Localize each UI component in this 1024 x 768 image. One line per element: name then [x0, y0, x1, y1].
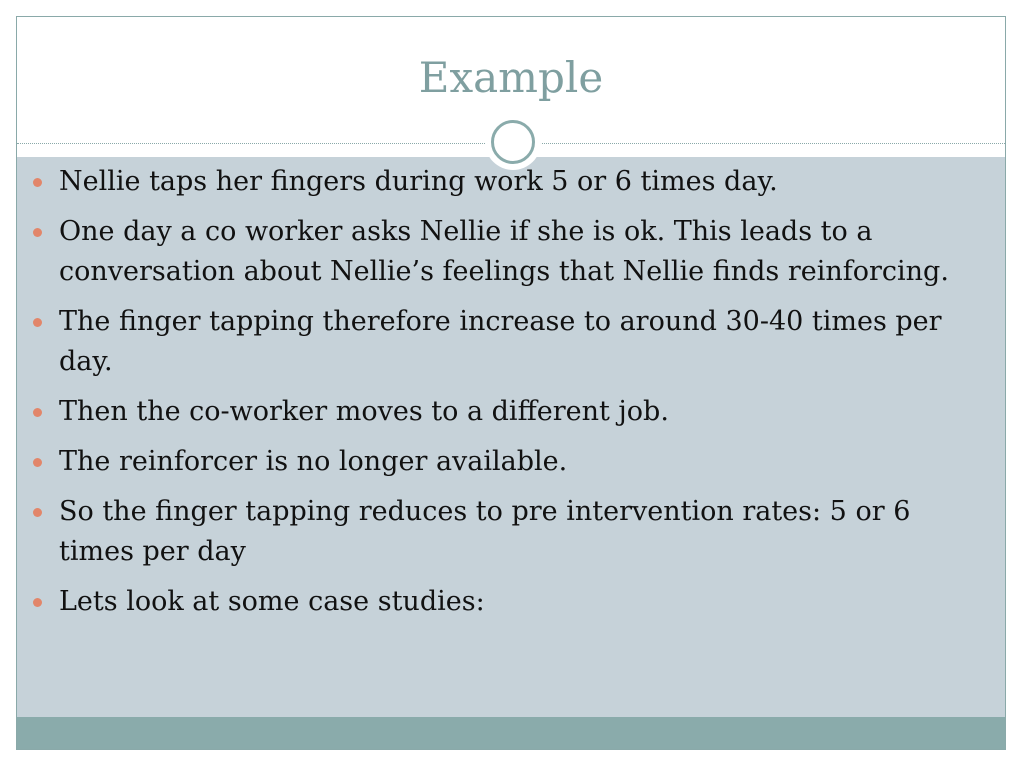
bullet-item: [30, 162, 970, 202]
bullet-item: [30, 212, 970, 292]
bullet-dot-icon: [33, 318, 42, 327]
bullet-item: [30, 302, 970, 382]
bullet-item: [30, 492, 970, 572]
bullet-text: The reinforcer is no longer available.: [59, 446, 568, 477]
bullet-text: One day a co worker asks Nellie if she is ok. This leads to a conversation about Nellie’s feelings that Nellie finds reinforcing.: [59, 216, 949, 287]
bullet-item: [30, 582, 970, 622]
ring-icon: [491, 120, 535, 164]
bullet-text: The finger tapping therefore increase to around 30-40 times per day.: [59, 306, 942, 377]
bullet-dot-icon: [33, 598, 42, 607]
footer-band: [17, 717, 1005, 750]
bullet-text: So the finger tapping reduces to pre intervention rates: 5 or 6 times per day: [59, 496, 911, 567]
bullet-list: [30, 162, 970, 632]
bullet-dot-icon: [33, 408, 42, 417]
bullet-item: [30, 442, 970, 482]
bullet-dot-icon: [33, 178, 42, 187]
bullet-text: Then the co-worker moves to a different job.: [59, 396, 669, 427]
bullet-text: Nellie taps her fingers during work 5 or 6 times day.: [59, 166, 778, 197]
bullet-text: Lets look at some case studies:: [59, 586, 485, 617]
bullet-dot-icon: [33, 228, 42, 237]
slide-title: Example: [418, 53, 604, 102]
bullet-item: [30, 392, 970, 432]
bullet-dot-icon: [33, 458, 42, 467]
bullet-dot-icon: [33, 508, 42, 517]
